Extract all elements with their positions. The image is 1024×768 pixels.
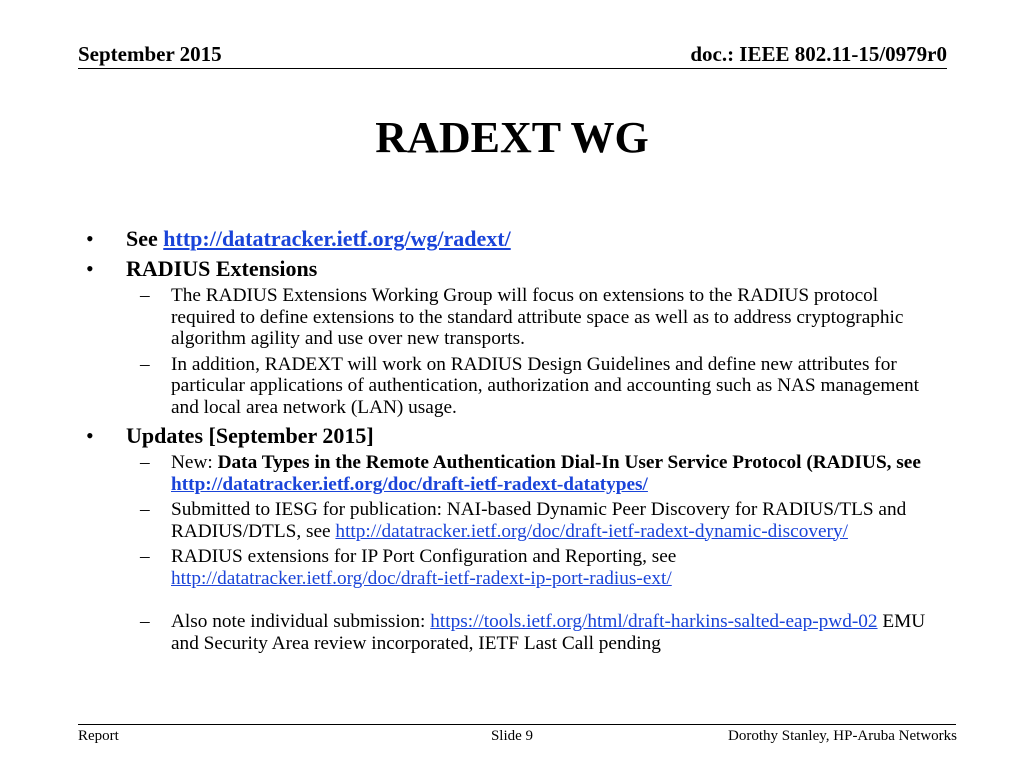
bullet-dot-icon: • [86, 423, 94, 448]
updates-heading: Updates [September 2015] [126, 423, 374, 448]
see-prefix: See [126, 226, 164, 251]
header-date: September 2015 [78, 42, 222, 66]
ip-port-text: RADIUS extensions for IP Port Configuration and Reporting, see [171, 546, 677, 567]
dash-icon: – [140, 546, 150, 567]
footer-divider [78, 724, 956, 725]
footer-slide-number: Slide 9 [490, 728, 534, 744]
footer-author: Dorothy Stanley, HP-Aruba Networks [728, 728, 957, 744]
dash-icon: – [140, 499, 150, 520]
bullet-radius-extensions [86, 255, 936, 283]
bullet-see [86, 225, 936, 253]
dash-icon: – [140, 353, 150, 375]
slide-body [86, 225, 936, 658]
ip-port-link[interactable]: http://datatracker.ietf.org/doc/draft-ietf-radext-ip-port-radius-ext/ [171, 567, 672, 589]
sub-bullet-dynamic-discovery [86, 499, 936, 542]
sub-bullet-datatypes [86, 452, 936, 495]
radius-extensions-heading: RADIUS Extensions [126, 256, 318, 281]
dash-icon: – [140, 611, 150, 632]
header-divider [78, 68, 947, 69]
radext-wg-link[interactable]: http://datatracker.ietf.org/wg/radext/ [163, 226, 511, 251]
dash-icon: – [140, 452, 150, 473]
dash-icon: – [140, 285, 150, 306]
bullet-updates [86, 422, 936, 450]
slide-title: RADEXT WG [375, 113, 649, 162]
datatypes-prefix: New: [171, 452, 218, 473]
individual-submission-text: Also note individual submission: [171, 611, 431, 632]
dynamic-discovery-link[interactable]: http://datatracker.ietf.org/doc/draft-ietf-radext-dynamic-discovery/ [335, 520, 848, 542]
radius-guidelines-text: In addition, RADEXT will work on RADIUS Design Guidelines and define new attributes for particular applications of authentication, authorization and accounting such as NAS management and local area network (LAN) usage. [171, 353, 919, 418]
sub-bullet-individual-submission [86, 611, 936, 654]
dynamic-discovery-text: Submitted to IESG for publication: NAI-based Dynamic Peer Discovery for RADIUS/TLS and RADIUS/DTLS, see [171, 499, 907, 542]
sub-bullet-radius-focus [86, 285, 936, 350]
sub-bullet-ip-port [86, 546, 936, 589]
eap-pwd-link[interactable]: https://tools.ietf.org/html/draft-harkins-salted-eap-pwd-02 [430, 611, 878, 632]
datatypes-title: Data Types in the Remote Authentication Dial-In User Service Protocol (RADIUS, see [217, 452, 921, 473]
datatypes-link[interactable]: http://datatracker.ietf.org/doc/draft-ietf-radext-datatypes/ [171, 473, 648, 495]
bullet-dot-icon: • [86, 226, 94, 251]
bullet-dot-icon: • [86, 256, 94, 281]
footer-report: Report [78, 728, 119, 744]
radius-focus-text: The RADIUS Extensions Working Group will focus on extensions to the RADIUS protocol required to define extensions to the standard attribute space as well as to address cryptographic algorithm agility and use over new transports. [171, 285, 904, 349]
individual-submission-tail: EMU and Security Area review incorporated, IETF Last Call pending [171, 611, 926, 654]
sub-bullet-radius-guidelines [86, 354, 936, 419]
header-doc-id: doc.: IEEE 802.11-15/0979r0 [690, 42, 947, 66]
